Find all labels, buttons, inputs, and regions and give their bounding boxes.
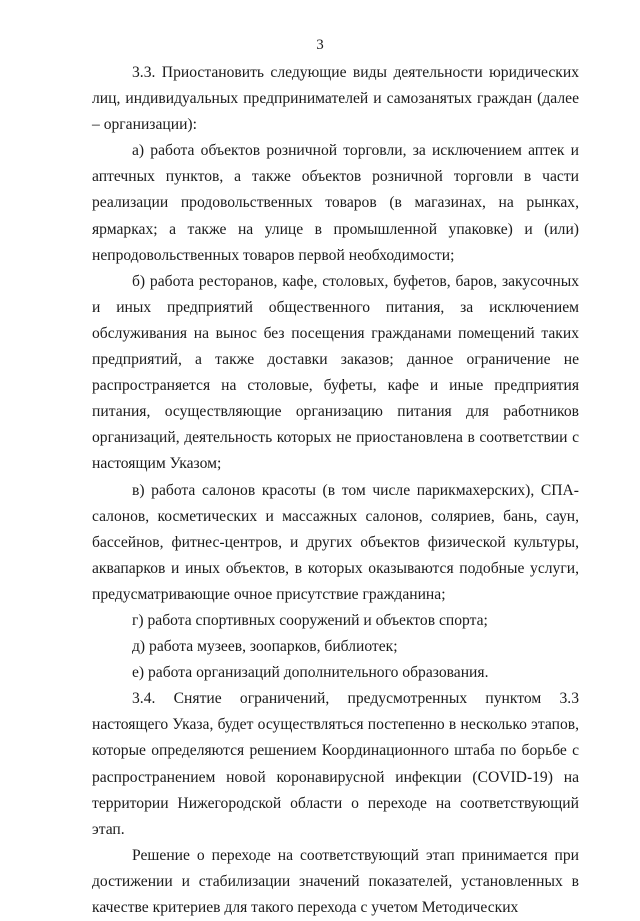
paragraph-item-e: е) работа организаций дополнительного образования. [132,664,489,682]
paragraph-item-v: в) работа салонов красоты (в том числе парикмахерских), СПА-салонов, косметических и массажных салонов, соляриев, бань, саун, бассейнов, фитнес-центров, и других объектов физической культуры, аквапарков и иных объектов, в которых оказываются подобные услуги, предусматривающие очное присутствие гражданина; [92,481,579,603]
paragraph-3-3: 3.3. Приостановить следующие виды деятельности юридических лиц, индивидуальных предпринимателей и самозанятых граждан (далее – организации): [92,64,579,134]
paragraph-item-g: г) работа спортивных сооружений и объектов спорта; [132,611,488,629]
paragraph-3-4: 3.4. Снятие ограничений, предусмотренных пунктом 3.3 настоящего Указа, будет осуществляться постепенно в несколько этапов, которые определяются решением Координационного штаба по борьбе с распространением новой коронавирусной инфекции (COVID-19) на территории Нижегородской области о переходе на соответствующий этап. [92,690,579,838]
paragraph-item-d: д) работа музеев, зоопарков, библиотек; [132,638,398,656]
paragraph-item-a: а) работа объектов розничной торговли, за исключением аптек и аптечных пунктов, а также объектов розничной торговли в части реализации продовольственных товаров (в магазинах, на рынках, ярмарках; а также на улице в промышленной упаковке) и (или) непродовольственных товаров первой необходимости; [92,142,579,264]
paragraph-item-b: б) работа ресторанов, кафе, столовых, буфетов, баров, закусочных и иных предприятий общественного питания, за исключением обслуживания на вынос без посещения гражданами помещений таких предприятий, а также доставки заказов; данное ограничение не распространяется на столовые, буфеты, кафе и иные предприятия питания, осуществляющие организацию питания для работников организаций, деятельность которых не приостановлена в соответствии с настоящим Указом; [92,272,579,473]
document-body [92,60,579,921]
page-number: 3 [316,37,324,53]
paragraph-decision: Решение о переходе на соответствующий этап принимается при достижении и стабилизации значений показателей, установленных в качестве критериев для такого перехода с учетом Методических [92,846,579,916]
